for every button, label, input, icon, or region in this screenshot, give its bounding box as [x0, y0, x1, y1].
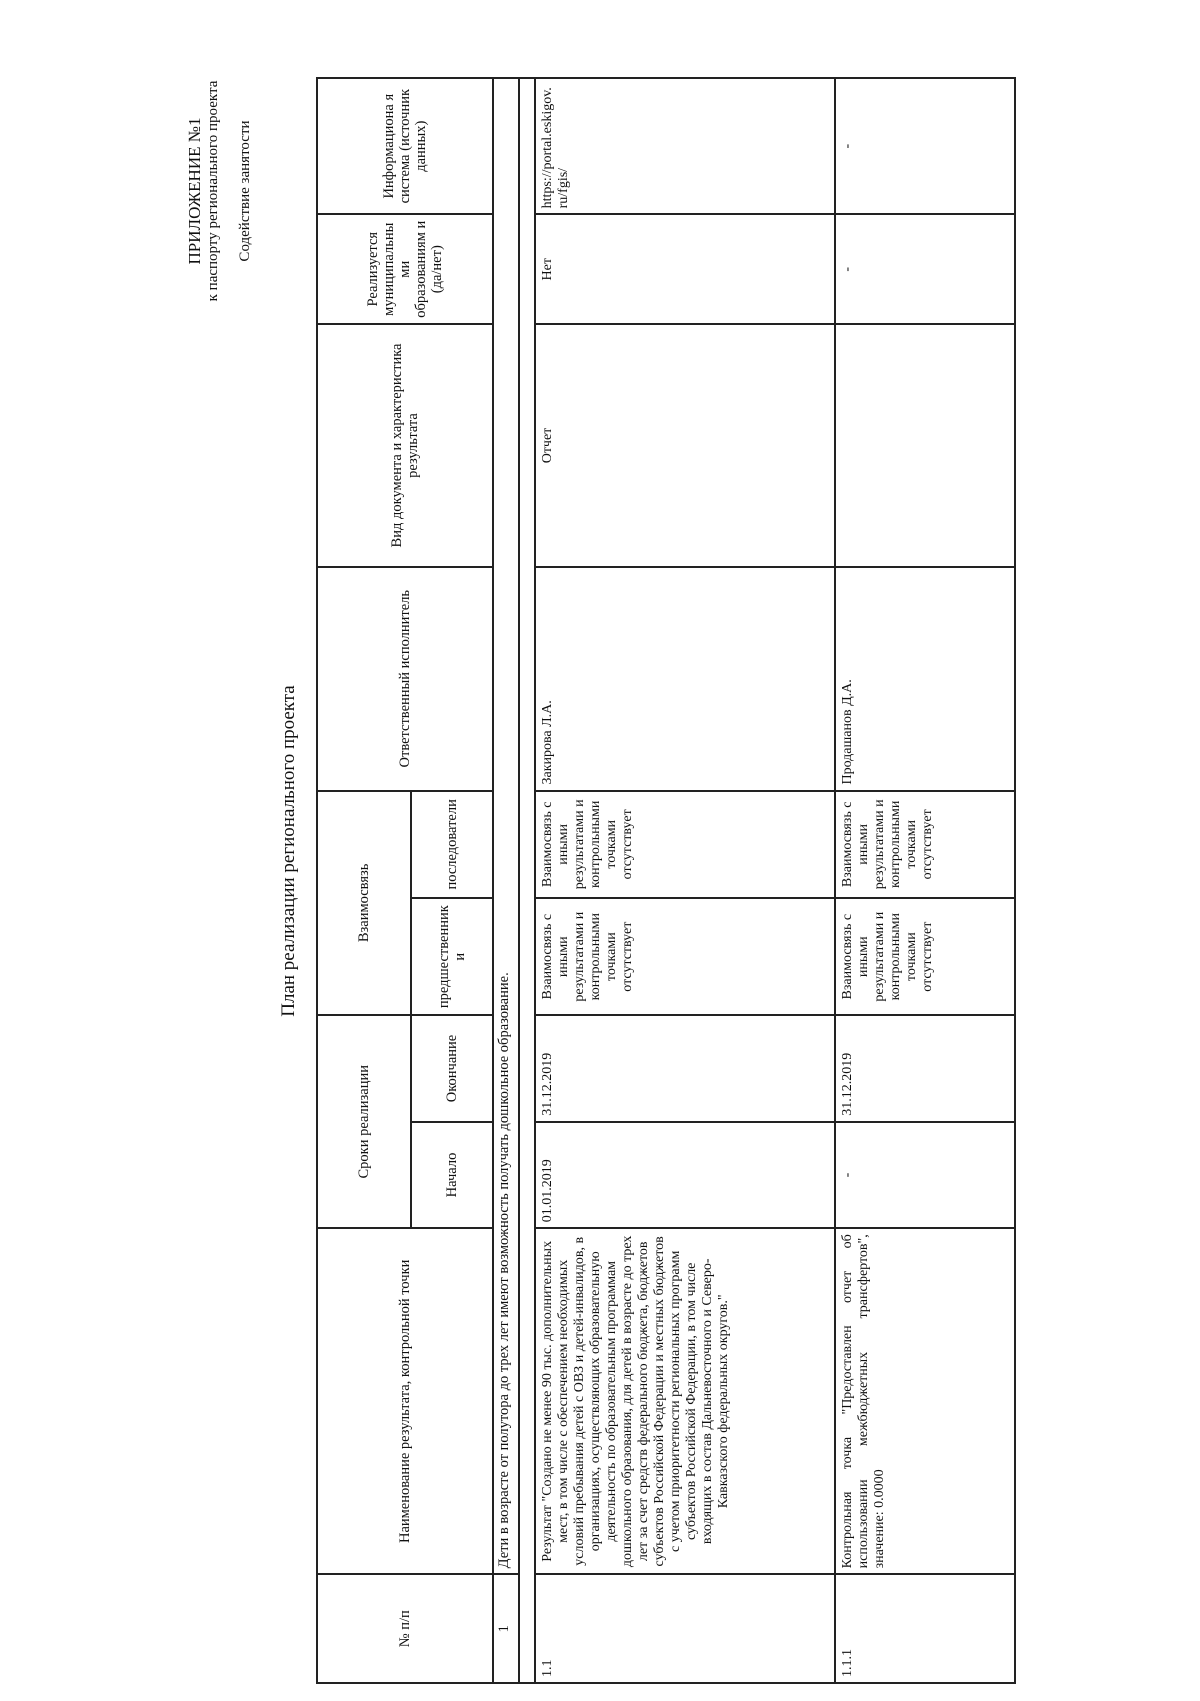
appendix-title: ПРИЛОЖЕНИЕ №1 — [185, 117, 204, 265]
plan-title: План реализации регионального проекта — [278, 685, 299, 1017]
row-infosys: - — [835, 78, 1015, 214]
spacer-cell — [519, 78, 535, 1683]
row-responsible: Продашанов Д.А. — [835, 567, 1015, 791]
col-successors-header: последователи — [411, 791, 493, 899]
row-predecessors: Взаимосвязь с иными результатами и контрольными точками отсутствует — [835, 898, 1015, 1015]
row-municipal: Нет — [535, 214, 835, 324]
col-predecessors-header: предшественник и — [411, 898, 493, 1015]
project-name: Содействие занятости — [237, 120, 253, 262]
row-infosys: https://portal.eskigov.ru/fgis/ — [535, 78, 835, 214]
row-start: 01.01.2019 — [535, 1122, 835, 1229]
group-num: 1 — [493, 1574, 519, 1683]
col-start-header: Начало — [411, 1122, 493, 1229]
row-responsible: Закирова Л.А. — [535, 567, 835, 791]
col-responsible-header: Ответственный исполнитель — [317, 567, 493, 791]
col-name-header: Наименование результата, контрольной точки — [317, 1228, 493, 1574]
row-doc: Отчет — [535, 324, 835, 567]
appendix-subtitle: к паспорту регионального проекта — [205, 80, 221, 302]
row-num: 1.1.1 — [835, 1574, 1015, 1683]
plan-table — [316, 77, 1016, 1684]
row-start: - — [835, 1122, 1015, 1229]
col-relation-header: Взаимосвязь — [317, 791, 411, 1016]
spacer-row — [519, 78, 535, 1683]
row-end: 31.12.2019 — [535, 1015, 835, 1122]
row-name: Результат "Создано не менее 90 тыс. дополнительных мест, в том числе с обеспечением необходимых условий пребывания детей с ОВЗ и детей-инвалидов, в организациях, осуществляющих образовательную деятельность по образовательным программам дошкольного образования, для детей в возрасте до трех лет за счет средств федерального бюджета, бюджетов субъектов Российской Федерации и местных бюджетов с учетом приоритетности региональных программ субъектов Российской Федерации, в том числе входящих в состав Дальневосточного и Северо-Кавказского федеральных округов." — [535, 1228, 835, 1574]
row-end: 31.12.2019 — [835, 1015, 1015, 1122]
col-end-header: Окончание — [411, 1015, 493, 1122]
row-successors: Взаимосвязь с иными результатами и контрольными точками отсутствует — [535, 791, 835, 899]
row-name: Контрольная точка "Предоставлен отчет об использовании межбюджетных трансфертов", значение: 0.0000 — [835, 1228, 1015, 1574]
table-row — [835, 78, 1015, 1683]
col-doc-header: Вид документа и характеристика результата — [317, 324, 493, 567]
group-text: Дети в возрасте от полутора до трех лет имеют возможность получать дошкольное образование. — [493, 78, 519, 1574]
col-num-header: № п/п — [317, 1574, 493, 1683]
row-predecessors: Взаимосвязь с иными результатами и контрольными точками отсутствует — [535, 898, 835, 1015]
row-successors: Взаимосвязь с иными результатами и контрольными точками отсутствует — [835, 791, 1015, 899]
row-doc — [835, 324, 1015, 567]
col-terms-header: Сроки реализации — [317, 1015, 411, 1228]
table-row — [535, 78, 835, 1683]
header-row — [317, 78, 411, 1683]
group-row — [493, 78, 519, 1683]
col-municipal-header: Реализуется муниципальны ми образованиям и (да/нет) — [317, 214, 493, 324]
row-num: 1.1 — [535, 1574, 835, 1683]
appendix-header — [186, 21, 222, 361]
row-municipal: - — [835, 214, 1015, 324]
col-infosys-header: Информациона я система (источник данных) — [317, 78, 493, 214]
